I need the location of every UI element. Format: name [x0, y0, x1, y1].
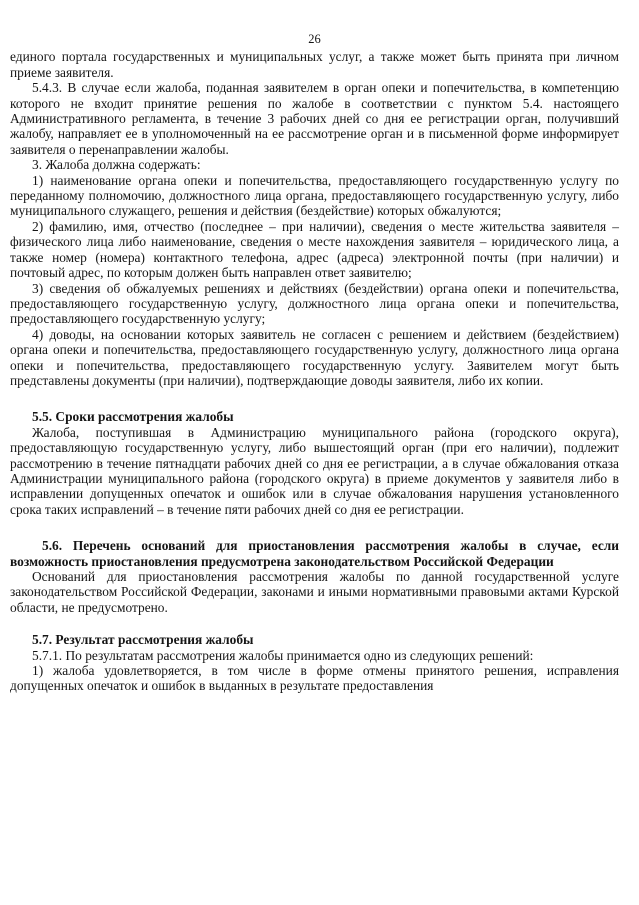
complaint-item-4: 4) доводы, на основании которых заявитель не согласен с решением и действием (бездействием) органа опеки и попечительства, предоставляющего государственную услугу, должностного лица органа опеки и попечительства, предоставляющего государственную услугу. Заявителем могут быть представлены документы (при наличии), подтверждающие доводы заявителя, либо их копии.	[10, 326, 619, 388]
complaint-item-2: 2) фамилию, имя, отчество (последнее – при наличии), сведения о месте жительства заявителя – физического лица либо наименование, сведения о месте нахождения заявителя – юридического лица, а также номер (номера) контактного телефона, адрес (адреса) электронной почты (при наличии) и почтовый адрес, по которым должен быть направлен ответ заявителю;	[10, 218, 619, 281]
complaint-item-3: 3) сведения об обжалуемых решениях и действиях (бездействии) органа опеки и попечительства, предоставляющего государственную услугу, должностного лица органа опеки и попечительства, предоставляющего государственную услугу;	[10, 280, 619, 327]
complaint-contents-intro: 3. Жалоба должна содержать:	[32, 157, 201, 173]
section-5-7-paragraph-1: 5.7.1. По результатам рассмотрения жалобы принимается одно из следующих решений:	[32, 647, 534, 663]
section-5-6-text: Оснований для приостановления рассмотрения жалобы по данной государственной услуге законодательством Российской Федерации, законами и иными нормативными правовыми актами Курской области, не предусмотрено.	[10, 569, 619, 615]
section-5-7-heading: 5.7. Результат рассмотрения жалобы	[32, 632, 254, 648]
section-5-6-heading: 5.6. Перечень оснований для приостановления рассмотрения жалобы в случае, если возможность приостановления предусмотрена законодательством Российской Федерации	[10, 538, 619, 569]
section-spacer	[10, 388, 619, 409]
section-5-7-paragraph-2: 1) жалоба удовлетворяется, в том числе в форме отмены принятого решения, исправления допущенных опечаток и ошибок в выданных в результате предоставления	[10, 663, 619, 694]
section-5-5-heading: 5.5. Сроки рассмотрения жалобы	[32, 409, 234, 425]
continuation-paragraph: единого портала государственных и муниципальных услуг, а также может быть принята при личном приеме заявителя.	[10, 49, 619, 80]
page-number: 26	[308, 32, 321, 46]
complaint-item-1: 1) наименование органа опеки и попечительства, предоставляющего государственную услугу по переданному полномочию, должностного лица органа, предоставляющего государственную услугу, либо муниципального служащего, решения и действия (бездействие) которых обжалуются;	[10, 172, 619, 219]
section-spacer	[10, 615, 619, 632]
paragraph-5-4-3: 5.4.3. В случае если жалоба, поданная заявителем в орган опеки и попечительства, в компетенцию которого не входит принятие решения по жалобе в соответствии с пунктом 5.4. настоящего Административного регламента, в течение 3 рабочих дней со дня ее регистрации орган, получивший жалобу, направляет ее в уполномоченный на ее рассмотрение орган и в письменной форме информирует заявителя о перенаправлении жалобы.	[10, 80, 619, 157]
section-5-5-text: Жалоба, поступившая в Администрацию муниципального района (городского округа), предоставляющую государственную услугу, либо вышестоящий орган (при его наличии), подлежит рассмотрению в течение пятнадцати рабочих дней со дня ее регистрации, а в случае обжалования отказа Администрации муниципального района (городского округа) в приеме документов у заявителя либо в исправлении допущенных опечаток и ошибок или в случае обжалования нарушения установленного срока таких исправлений – в течение пяти рабочих дней со дня ее регистрации.	[10, 424, 619, 517]
section-spacer	[10, 517, 619, 538]
